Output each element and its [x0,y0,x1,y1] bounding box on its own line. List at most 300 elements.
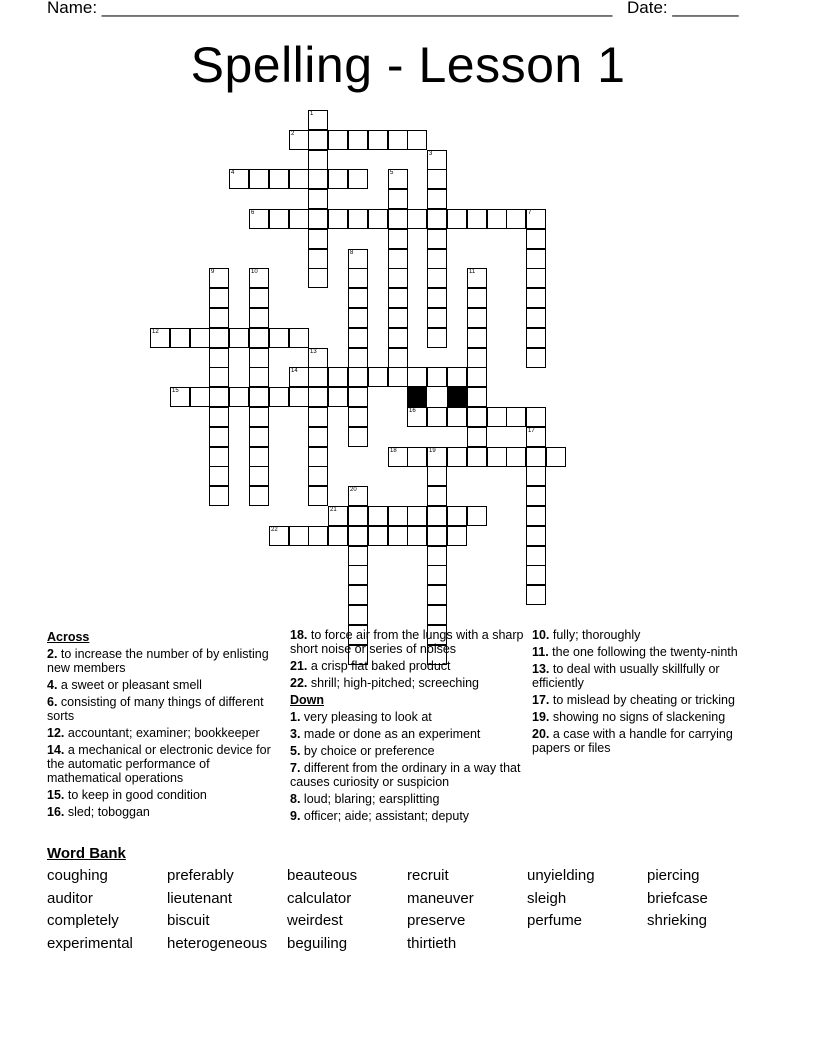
across-column [47,628,277,822]
grid-cell[interactable] [249,407,269,427]
clue-text: fully; thoroughly [549,628,641,642]
grid-cell[interactable] [526,486,546,506]
grid-cell[interactable] [229,387,249,407]
grid-cell[interactable] [427,585,447,605]
grid-cell[interactable] [447,407,467,427]
grid-cell[interactable] [348,268,368,288]
grid-cell[interactable] [388,328,408,348]
grid-cell[interactable] [308,209,328,229]
grid-cell[interactable] [467,209,487,229]
grid-cell[interactable] [348,526,368,546]
grid-cell[interactable] [407,447,427,467]
grid-cell[interactable] [209,427,229,447]
grid-cell[interactable] [427,486,447,506]
clue-num: 22. [290,676,308,690]
clue-text: very pleasing to look at [300,710,432,724]
clue-text: made or done as an experiment [300,727,481,741]
clue-number: 16 [409,408,416,414]
grid-cell[interactable] [388,506,408,526]
grid-cell[interactable] [407,209,427,229]
clue-num: 4. [47,678,58,692]
grid-cell[interactable] [289,209,309,229]
clue-num: 12. [47,726,65,740]
grid-cell[interactable] [209,367,229,387]
word-bank-title: Word Bank [47,845,126,862]
clue-item [47,788,277,802]
clue-num: 17. [532,693,550,707]
grid-cell[interactable] [328,506,348,526]
grid-cell[interactable] [249,328,269,348]
clue-item [290,761,525,789]
clue-number: 12 [152,329,159,335]
word-bank-word: sleigh [527,889,567,907]
grid-cell[interactable] [348,427,368,447]
grid-block [447,387,467,407]
grid-cell[interactable] [289,328,309,348]
grid-cell[interactable] [328,387,348,407]
clue-number: 20 [350,487,357,493]
grid-cell[interactable] [150,328,170,348]
clue-number: 3 [429,151,433,157]
grid-cell[interactable] [526,268,546,288]
clue-text: the one following the twenty-ninth [548,645,738,659]
word-bank-word: coughing [47,867,108,884]
clue-num: 15. [47,788,65,802]
grid-cell[interactable] [526,526,546,546]
grid-cell[interactable] [427,367,447,387]
grid-cell[interactable] [308,387,328,407]
clue-text: accountant; examiner; bookkeeper [64,726,260,740]
clue-item [290,744,525,758]
clue-text: a mechanical or electronic device for the automatic performance of mathematical operations [47,743,271,785]
grid-cell[interactable] [427,288,447,308]
clue-text: different from the ordinary in a way that causes curiosity or suspicion [290,761,521,789]
clue-text: to force air from the lungs with a sharp short noise or series of noises [290,628,524,656]
grid-cell[interactable] [190,328,210,348]
grid-cell[interactable] [308,189,328,209]
grid-cell[interactable] [289,526,309,546]
grid-cell[interactable] [526,506,546,526]
grid-cell[interactable] [348,387,368,407]
grid-cell[interactable] [427,526,447,546]
grid-cell[interactable] [487,447,507,467]
grid-cell[interactable] [526,565,546,585]
grid-cell[interactable] [269,169,289,189]
grid-cell[interactable] [170,387,190,407]
word-bank-word: beguiling [287,934,348,952]
word-bank-word: heterogeneous [167,934,268,952]
clue-text: a case with a handle for carrying papers or files [532,727,733,755]
name-field[interactable]: Name: ______________________________________________________ [47,0,613,17]
clue-num: 8. [290,792,301,806]
grid-cell[interactable] [388,288,408,308]
clue-item [290,792,525,806]
clue-item [47,726,277,740]
grid-cell[interactable] [249,268,269,288]
grid-cell[interactable] [348,328,368,348]
grid-cell[interactable] [209,466,229,486]
grid-cell[interactable] [388,367,408,387]
grid-cell[interactable] [308,150,328,170]
clue-text: to mislead by cheating or tricking [549,693,735,707]
grid-cell[interactable] [467,506,487,526]
grid-cell[interactable] [467,427,487,447]
down-heading: Down [290,693,325,707]
grid-cell[interactable] [289,130,309,150]
clue-num: 2. [47,647,58,661]
grid-cell[interactable] [170,328,190,348]
grid-cell[interactable] [407,506,427,526]
grid-cell[interactable] [348,367,368,387]
grid-cell[interactable] [427,506,447,526]
grid-cell[interactable] [249,387,269,407]
word-bank-word: piercing [647,867,700,884]
grid-cell[interactable] [526,466,546,486]
clue-num: 14. [47,743,65,757]
grid-cell[interactable] [526,288,546,308]
word-bank-word: calculator [287,889,352,907]
grid-cell[interactable] [209,486,229,506]
clue-number: 18 [390,448,397,454]
grid-cell[interactable] [447,367,467,387]
clue-number: 15 [172,388,179,394]
clue-text: to increase the number of by enlisting new members [47,647,269,675]
grid-cell[interactable] [407,130,427,150]
grid-cell[interactable] [348,209,368,229]
clue-num: 5. [290,744,301,758]
word-bank-word: completely [47,912,119,929]
grid-cell[interactable] [388,526,408,546]
clue-item [290,727,525,741]
clue-number: 17 [528,428,535,434]
grid-cell[interactable] [467,407,487,427]
clue-num: 11. [532,645,549,659]
grid-cell[interactable] [368,526,388,546]
grid-cell[interactable] [348,249,368,269]
grid-cell[interactable] [526,328,546,348]
grid-cell[interactable] [308,268,328,288]
grid-cell[interactable] [348,348,368,368]
clue-num: 21. [290,659,308,673]
clue-num: 18. [290,628,308,642]
grid-cell[interactable] [447,447,467,467]
clue-item [47,647,277,675]
grid-cell[interactable] [348,506,368,526]
grid-cell[interactable] [308,486,328,506]
grid-cell[interactable] [427,169,447,189]
grid-cell[interactable] [308,407,328,427]
grid-cell[interactable] [526,308,546,328]
grid-cell[interactable] [467,447,487,467]
grid-cell[interactable] [388,308,408,328]
grid-cell[interactable] [249,427,269,447]
down-cont-column [532,628,767,758]
grid-cell[interactable] [427,466,447,486]
grid-cell[interactable] [269,209,289,229]
grid-cell[interactable] [249,288,269,308]
clue-item [290,809,525,823]
clue-text: officer; aide; assistant; deputy [300,809,470,823]
clue-item [47,678,277,692]
grid-cell[interactable] [249,466,269,486]
grid-cell[interactable] [308,526,328,546]
grid-cell[interactable] [407,407,427,427]
grid-cell[interactable] [388,268,408,288]
clue-text: showing no signs of slackening [549,710,726,724]
date-field[interactable]: Date: _______ [627,0,739,17]
grid-cell[interactable] [447,209,467,229]
clue-num: 10. [532,628,550,642]
grid-cell[interactable] [229,328,249,348]
clue-text: shrill; high-pitched; screeching [307,676,480,690]
clue-text: consisting of many things of different sorts [47,695,264,723]
clue-number: 13 [310,349,317,355]
grid-cell[interactable] [348,308,368,328]
grid-cell[interactable] [427,546,447,566]
grid-cell[interactable] [506,447,526,467]
grid-cell[interactable] [407,526,427,546]
clue-num: 16. [47,805,65,819]
word-bank-word: biscuit [167,912,210,929]
grid-cell[interactable] [427,209,447,229]
grid-cell[interactable] [348,288,368,308]
grid-cell[interactable] [348,585,368,605]
grid-cell[interactable] [526,348,546,368]
grid-cell[interactable] [209,447,229,467]
grid-cell[interactable] [487,209,507,229]
clue-num: 3. [290,727,301,741]
grid-cell[interactable] [388,348,408,368]
clue-item [290,710,525,724]
grid-cell[interactable] [447,506,467,526]
grid-cell[interactable] [328,130,348,150]
grid-cell[interactable] [249,486,269,506]
grid-cell[interactable] [388,189,408,209]
grid-cell[interactable] [348,605,368,625]
clue-item [290,628,525,656]
grid-cell[interactable] [209,328,229,348]
page-title: Spelling - Lesson 1 [190,37,626,93]
clue-number: 7 [528,210,532,216]
grid-cell[interactable] [308,427,328,447]
grid-cell[interactable] [249,209,269,229]
grid-cell[interactable] [427,268,447,288]
word-bank-word: recruit [407,867,449,884]
grid-cell[interactable] [308,229,328,249]
word-bank-word: shrieking [647,912,708,929]
word-bank-word: experimental [47,934,133,952]
grid-cell[interactable] [388,229,408,249]
grid-cell[interactable] [368,506,388,526]
grid-cell[interactable] [249,348,269,368]
grid-cell[interactable] [328,526,348,546]
grid-cell[interactable] [289,169,309,189]
grid-cell[interactable] [249,308,269,328]
clue-number: 5 [390,170,394,176]
grid-cell[interactable] [427,189,447,209]
clue-text: to keep in good condition [64,788,207,802]
clue-item [532,710,767,724]
grid-cell[interactable] [427,407,447,427]
grid-cell[interactable] [447,526,467,546]
grid-cell[interactable] [427,565,447,585]
grid-cell[interactable] [308,169,328,189]
clue-num: 6. [47,695,58,709]
clue-num: 19. [532,710,550,724]
clue-item [532,628,767,642]
grid-cell[interactable] [506,209,526,229]
grid-cell[interactable] [308,367,328,387]
grid-cell[interactable] [427,605,447,625]
clue-number: 2 [291,131,295,137]
clue-number: 8 [350,250,354,256]
word-bank-word: perfume [527,912,583,929]
grid-cell[interactable] [546,447,566,467]
grid-cell[interactable] [209,288,229,308]
grid-cell[interactable] [467,268,487,288]
grid-cell[interactable] [249,367,269,387]
clue-item [47,743,277,785]
grid-cell[interactable] [269,526,289,546]
clue-num: 1. [290,710,301,724]
grid-cell[interactable] [427,150,447,170]
word-bank-word: unyielding [527,867,595,884]
clue-num: 20. [532,727,550,741]
grid-cell[interactable] [388,447,408,467]
grid-cell[interactable] [328,169,348,189]
grid-cell[interactable] [328,209,348,229]
grid-cell[interactable] [467,308,487,328]
word-bank-word: thirtieth [407,934,457,952]
clue-number: 6 [251,210,255,216]
grid-cell[interactable] [348,130,368,150]
grid-cell[interactable] [526,427,546,447]
grid-cell[interactable] [190,387,210,407]
grid-cell[interactable] [526,585,546,605]
clue-number: 22 [271,527,278,533]
clue-text: to deal with usually skillfully or efficiently [532,662,720,690]
grid-cell[interactable] [467,367,487,387]
grid-cell[interactable] [229,169,249,189]
grid-cell[interactable] [427,249,447,269]
grid-cell[interactable] [368,130,388,150]
clue-item [47,695,277,723]
word-bank-word: preserve [407,912,466,929]
word-bank-word: weirdest [287,912,343,929]
grid-cell[interactable] [526,209,546,229]
grid-cell[interactable] [249,447,269,467]
clue-item [532,662,767,690]
middle-column [290,628,525,826]
grid-cell[interactable] [308,249,328,269]
grid-cell[interactable] [308,466,328,486]
word-bank-word: preferably [167,867,234,884]
clue-item [532,727,767,755]
grid-cell[interactable] [348,169,368,189]
clue-num: 13. [532,662,550,676]
grid-cell[interactable] [308,130,328,150]
grid-cell[interactable] [209,268,229,288]
clue-item [290,676,525,690]
grid-cell[interactable] [328,367,348,387]
word-bank-word: maneuver [407,889,474,907]
grid-cell[interactable] [467,387,487,407]
grid-cell[interactable] [368,209,388,229]
clue-number: 21 [330,507,337,513]
clue-number: 1 [310,111,314,117]
grid-cell[interactable] [388,130,408,150]
clue-item [532,693,767,707]
grid-cell[interactable] [487,407,507,427]
grid-cell[interactable] [526,447,546,467]
grid-cell[interactable] [348,407,368,427]
grid-cell[interactable] [526,546,546,566]
grid-cell[interactable] [388,249,408,269]
grid-cell[interactable] [269,328,289,348]
grid-cell[interactable] [289,387,309,407]
clue-text: by choice or preference [300,744,435,758]
grid-cell[interactable] [506,407,526,427]
clue-number: 4 [231,170,235,176]
word-bank-word: lieutenant [167,889,233,907]
across-heading: Across [47,630,90,644]
grid-cell[interactable] [526,249,546,269]
grid-cell[interactable] [368,367,388,387]
grid-cell[interactable] [308,110,328,130]
grid-cell[interactable] [526,229,546,249]
grid-cell[interactable] [209,308,229,328]
grid-cell[interactable] [209,407,229,427]
clue-text: sled; toboggan [64,805,150,819]
grid-cell[interactable] [348,565,368,585]
grid-cell[interactable] [427,229,447,249]
grid-cell[interactable] [467,348,487,368]
grid-cell[interactable] [526,407,546,427]
grid-cell[interactable] [427,328,447,348]
word-bank-word: auditor [47,889,93,907]
grid-cell[interactable] [269,387,289,407]
grid-cell[interactable] [467,288,487,308]
grid-cell[interactable] [289,367,309,387]
clue-number: 14 [291,368,298,374]
grid-cell[interactable] [209,348,229,368]
grid-cell[interactable] [348,486,368,506]
grid-cell[interactable] [427,308,447,328]
clue-number: 9 [211,269,215,275]
word-bank-word: beauteous [287,867,358,884]
clue-text: loud; blaring; earsplitting [300,792,440,806]
grid-cell[interactable] [427,447,447,467]
clue-num: 9. [290,809,301,823]
word-bank-word: briefcase [647,889,708,907]
clue-item [47,805,277,819]
grid-cell[interactable] [308,348,328,368]
grid-cell[interactable] [209,387,229,407]
grid-cell[interactable] [407,367,427,387]
grid-cell[interactable] [467,328,487,348]
clue-item [290,659,525,673]
grid-cell[interactable] [249,169,269,189]
clue-number: 11 [469,269,476,275]
grid-cell[interactable] [388,209,408,229]
grid-cell[interactable] [388,169,408,189]
clue-item [532,645,767,659]
grid-cell[interactable] [348,546,368,566]
clue-text: a crisp flat baked product [307,659,451,673]
clue-text: a sweet or pleasant smell [57,678,202,692]
clue-num: 7. [290,761,301,775]
grid-cell[interactable] [308,447,328,467]
